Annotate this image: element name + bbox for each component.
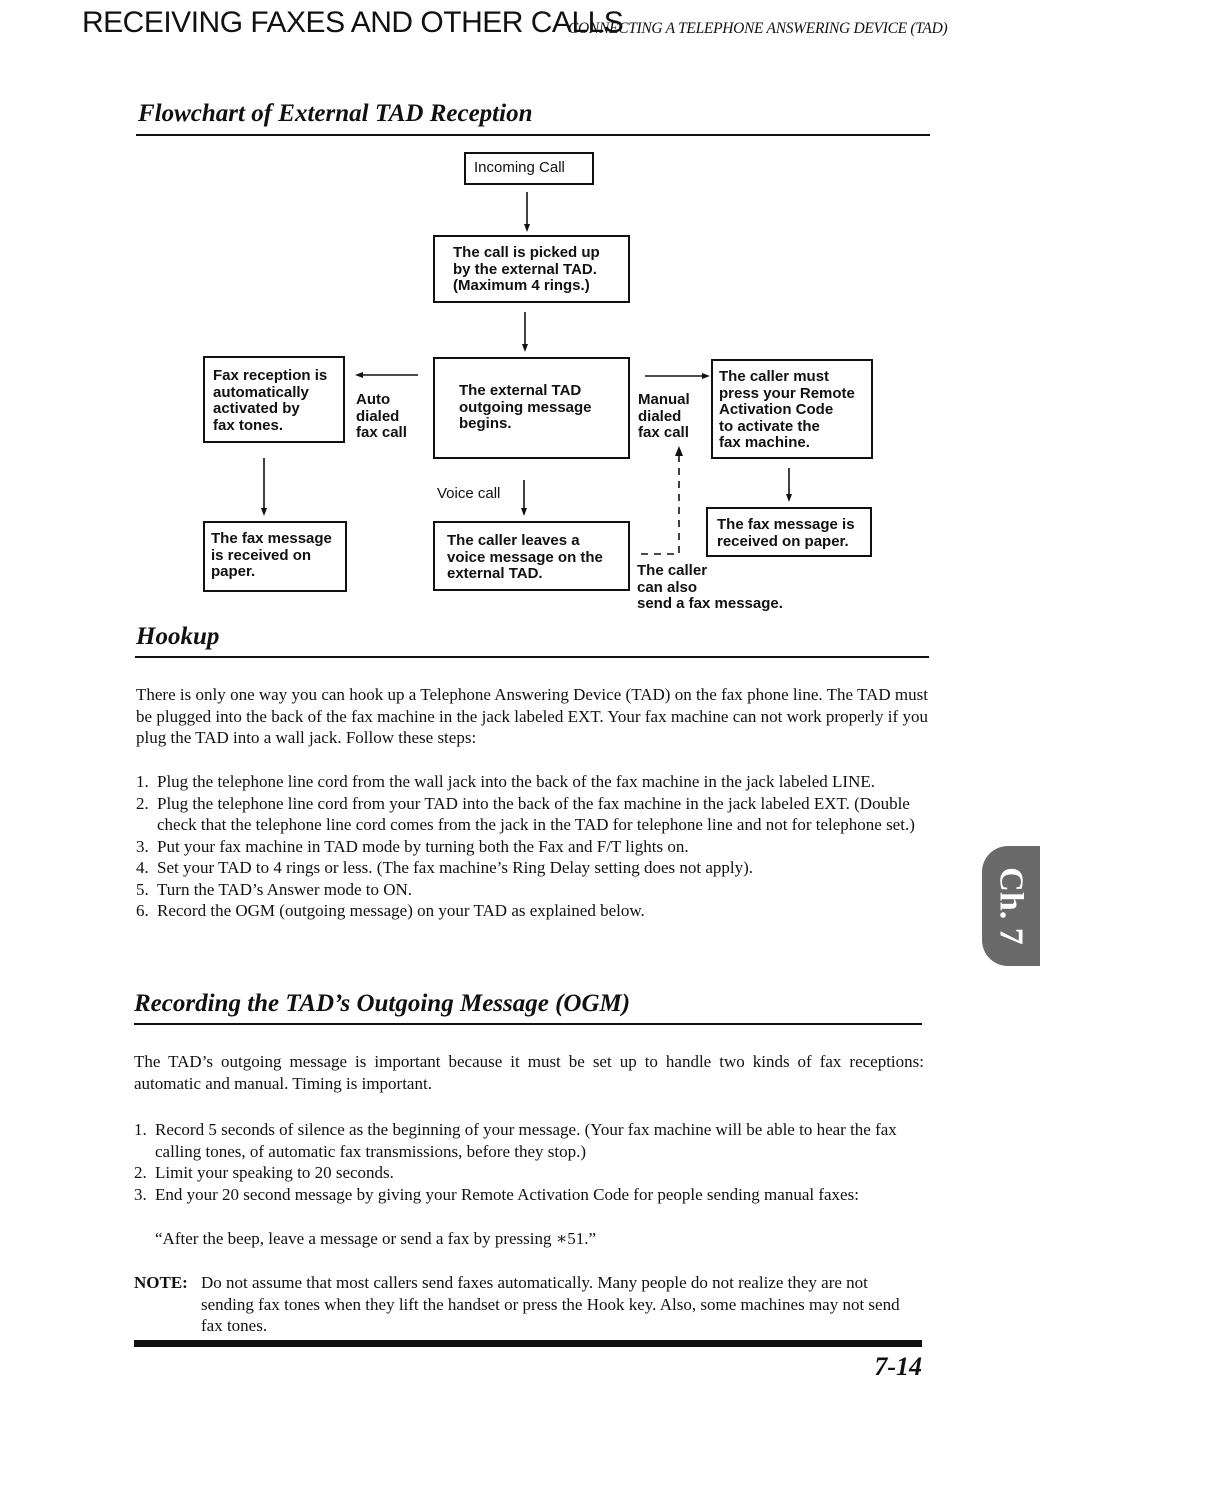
dashed-caller-also-fax xyxy=(641,454,679,554)
note-block xyxy=(134,1272,924,1337)
caller-leaves-box: The caller leaves a voice message on the external TAD. xyxy=(433,521,630,591)
caller-also-label: The caller can also send a fax message. xyxy=(637,562,783,612)
fax-received-left-box: The fax message is received on paper. xyxy=(203,521,347,592)
flowchart-connectors xyxy=(0,0,1216,660)
chapter-header-subtitle: CONNECTING A TELEPHONE ANSWERING DEVICE (TAD) xyxy=(568,20,948,37)
list-item: 1. Record 5 seconds of silence as the beginning of your message. (Your fax machine will be able to hear the fax calling tones, of automatic fax transmissions, before they stop.) xyxy=(134,1120,897,1161)
ogm-quote: “After the beep, leave a message or send a fax by pressing ∗51.” xyxy=(155,1229,597,1248)
note-label: NOTE: xyxy=(134,1273,188,1292)
caller-must-box: The caller must press your Remote Activation Code to activate the fax machine. xyxy=(711,359,873,459)
auto-dialed-label: Auto dialed fax call xyxy=(356,391,407,441)
list-item: 6. Record the OGM (outgoing message) on your TAD as explained below. xyxy=(136,901,645,920)
chapter-tab xyxy=(982,846,1040,966)
hookup-steps xyxy=(136,771,926,922)
fax-received-right-box: The fax message is received on paper. xyxy=(706,507,872,557)
hookup-intro: There is only one way you can hook up a Telephone Answering Device (TAD) on the fax phone line. The TAD must be plugged into the back of the fax machine in the jack labeled EXT. Your fax machine can not work properly if you plug the TAD into a wall jack. Follow these steps: xyxy=(136,685,928,747)
voice-call-label: Voice call xyxy=(437,485,501,502)
footer-rule xyxy=(134,1340,922,1347)
fax-auto-activated-box: Fax reception is automatically activated by fax tones. xyxy=(203,356,345,443)
ogm-title-rule xyxy=(134,1023,922,1025)
call-picked-up-box: The call is picked up by the external TAD. (Maximum 4 rings.) xyxy=(433,235,630,303)
note-text: Do not assume that most callers send faxes automatically. Many people do not realize they are not sending fax tones when they lift the handset or press the Hook key. Also, some machines may not send fax tones. xyxy=(201,1273,900,1335)
chapter-header-title: RECEIVING FAXES AND OTHER CALLS xyxy=(82,6,624,39)
list-item: 5. Turn the TAD’s Answer mode to ON. xyxy=(136,879,413,899)
page-number: 7-14 xyxy=(874,1352,922,1381)
hookup-title-rule xyxy=(135,656,929,658)
manual-dialed-label: Manual dialed fax call xyxy=(638,391,690,441)
incoming-call-box: Incoming Call xyxy=(464,152,594,185)
ogm-intro: The TAD’s outgoing message is important because it must be set up to handle two kinds of fax receptions: automatic and manual. Timing is important. xyxy=(134,1052,924,1093)
arrowhead-caller-also xyxy=(675,446,683,456)
ogm-title: Recording the TAD’s Outgoing Message (OGM) xyxy=(134,990,631,1017)
flowchart-title: Flowchart of External TAD Reception xyxy=(138,100,533,127)
list-item: 2. Limit your speaking to 20 seconds. xyxy=(134,1163,394,1182)
ogm-begins-box: The external TAD outgoing message begins. xyxy=(433,357,630,459)
ogm-steps xyxy=(134,1119,924,1205)
hookup-title: Hookup xyxy=(136,623,220,650)
list-item: 4. Set your TAD to 4 rings or less. (The fax machine’s Ring Delay setting does not apply). xyxy=(136,858,754,877)
chapter-tab-label: Ch. 7 xyxy=(993,867,1030,945)
list-item: 3. End your 20 second message by giving your Remote Activation Code for people sending manual faxes: xyxy=(134,1184,859,1204)
list-item: 1. Plug the telephone line cord from the wall jack into the back of the fax machine in the jack labeled LINE. xyxy=(136,772,875,791)
list-item: 2. Plug the telephone line cord from your TAD into the back of the fax machine in the jack labeled EXT. (Double check that the telephone line cord comes from the jack in the TAD for telephone line and not for telephone set.) xyxy=(136,793,915,834)
list-item: 3. Put your fax machine in TAD mode by turning both the Fax and F/T lights on. xyxy=(136,836,689,856)
